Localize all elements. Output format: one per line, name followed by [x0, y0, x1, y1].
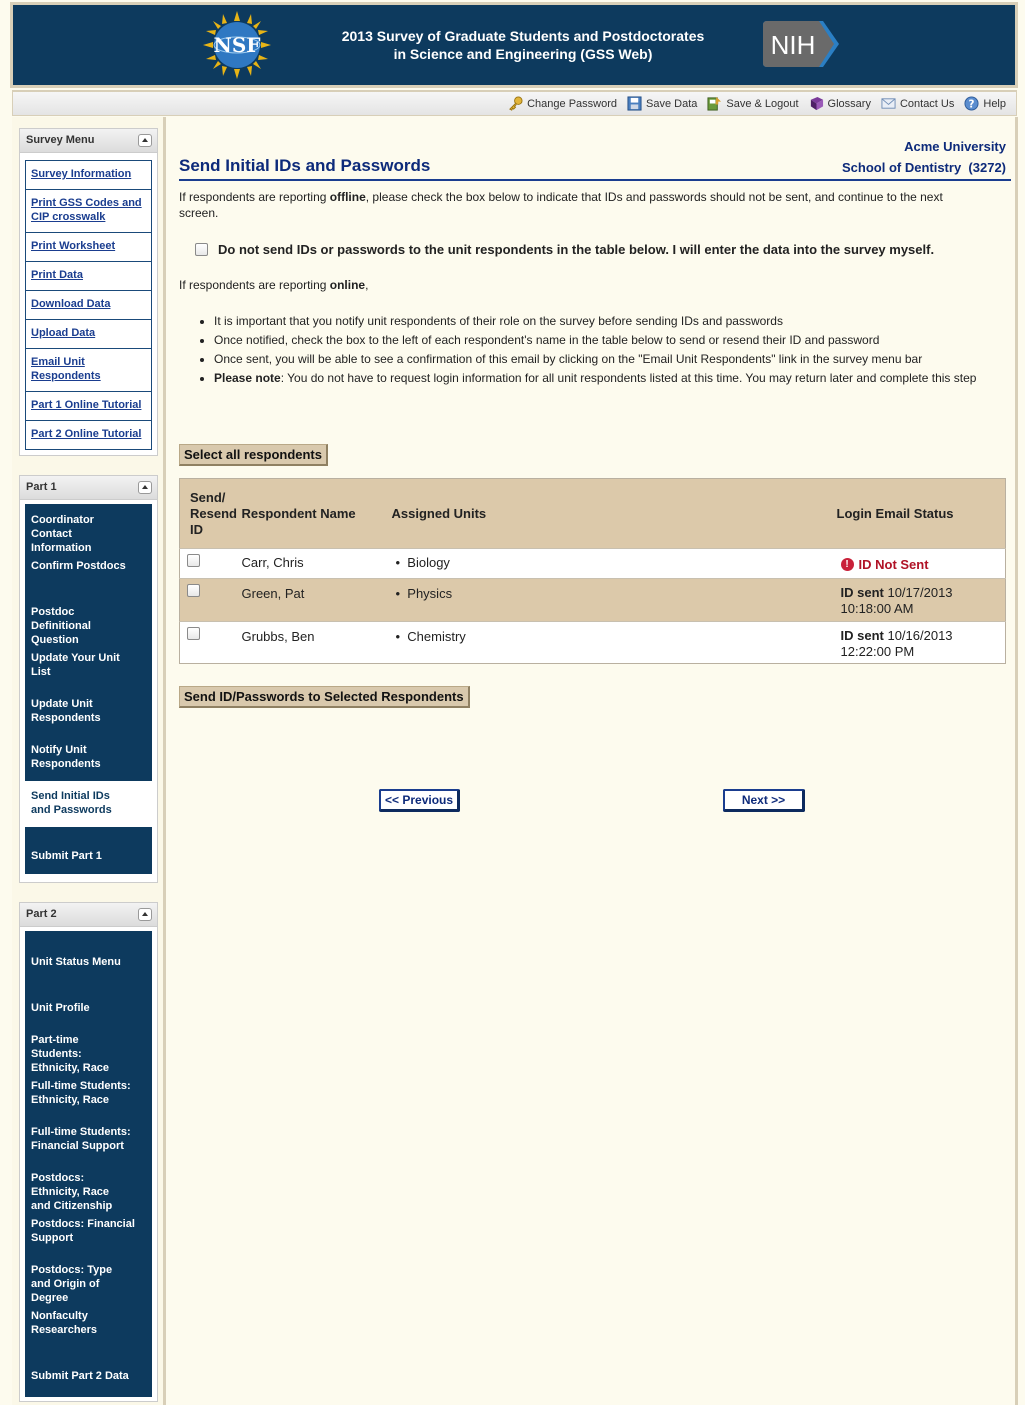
nav-fulltime-financial[interactable]: Full-time Students: Financial Support [31, 1126, 131, 1152]
assigned-unit: • Physics [392, 579, 837, 622]
nav-confirm-postdocs[interactable]: Confirm Postdocs [31, 560, 126, 572]
assigned-unit: • Chemistry [392, 622, 837, 664]
book-icon [809, 96, 824, 111]
glossary-link[interactable]: Glossary [809, 96, 871, 111]
do-not-send-label: Do not send IDs or passwords to the unit respondents in the table below. I will enter the data into the survey myself. [218, 242, 935, 257]
survey-menu-header: Survey Menu [20, 129, 157, 153]
list-item: • It is important that you notify unit respondents of their role on the survey before sending IDs and passwords [214, 313, 979, 329]
table-row [180, 549, 1006, 579]
survey-menu-panel [19, 128, 158, 456]
org-name: Acme University [904, 139, 1006, 154]
survey-information-link[interactable]: Survey Information [25, 160, 152, 190]
assigned-unit: • Biology [392, 549, 837, 579]
do-not-send-checkbox[interactable] [195, 243, 208, 256]
nav-update-unit-list[interactable]: Update Your Unit List [31, 652, 120, 678]
instruction-list [199, 313, 979, 389]
svg-text:?: ? [968, 98, 975, 111]
print-data-link[interactable]: Print Data [25, 261, 152, 291]
table-header-row [180, 479, 1006, 549]
online-instructions: If respondents are reporting online, [179, 278, 369, 292]
save-icon [627, 96, 642, 111]
list-item: • Once notified, check the box to the left of each respondent's name in the table below to send or resend their ID and password [214, 332, 979, 348]
table-row [180, 579, 1006, 622]
print-gss-codes-link[interactable]: Print GSS Codes and CIP crosswalk [25, 189, 152, 233]
part2-tutorial-link[interactable]: Part 2 Online Tutorial [25, 420, 152, 450]
nsf-logo [203, 11, 271, 79]
part1-panel [19, 475, 158, 883]
nav-postdocs-ethnicity[interactable]: Postdocs: Ethnicity, Race and Citizenship [31, 1172, 113, 1212]
save-logout-link[interactable]: Save & Logout [707, 96, 798, 111]
part2-panel [19, 902, 158, 1402]
col-assigned-units: Assigned Units [392, 479, 837, 549]
survey-title: 2013 Survey of Graduate Students and Postdoctorates in Science and Engineering (GSS Web) [341, 28, 705, 62]
nav-send-initial-ids[interactable]: Send Initial IDs and Passwords [25, 781, 152, 827]
nav-unit-status-menu[interactable]: Unit Status Menu [31, 956, 121, 968]
title-divider [179, 179, 1011, 181]
row-checkbox-carr[interactable] [187, 554, 200, 567]
nav-coordinator-contact[interactable]: Coordinator Contact Information [31, 514, 94, 554]
list-item: • Once sent, you will be able to see a confirmation of this email by clicking on the "Email Unit Respondents" link in the survey menu bar [214, 351, 979, 367]
part1-tutorial-link[interactable]: Part 1 Online Tutorial [25, 391, 152, 421]
row-checkbox-grubbs[interactable] [187, 627, 200, 640]
nav-nonfaculty-researchers[interactable]: Nonfaculty Researchers [31, 1310, 98, 1336]
alert-icon: ! [841, 558, 854, 571]
nav-submit-part2[interactable]: Submit Part 2 Data [31, 1370, 129, 1382]
help-link[interactable]: ? Help [964, 96, 1006, 111]
download-data-link[interactable]: Download Data [25, 290, 152, 320]
upload-data-link[interactable]: Upload Data [25, 319, 152, 349]
row-checkbox-green[interactable] [187, 584, 200, 597]
col-send-resend: Send/ Resend ID [180, 479, 242, 549]
respondent-name: Green, Pat [242, 579, 392, 622]
collapse-part1-button[interactable] [138, 481, 152, 494]
svg-text:NIH: NIH [770, 30, 816, 60]
nav-notify-unit-respondents[interactable]: Notify Unit Respondents [31, 744, 101, 770]
svg-text:NSF: NSF [213, 33, 261, 57]
nav-parttime-ethnicity[interactable]: Part-time Students: Ethnicity, Race [31, 1034, 110, 1074]
help-icon [964, 96, 979, 111]
send-passwords-button[interactable]: Send ID/Passwords to Selected Respondents [179, 686, 470, 708]
nav-submit-part1[interactable]: Submit Part 1 [31, 850, 102, 862]
key-icon [508, 96, 523, 111]
table-row [180, 622, 1006, 664]
login-status: ID sent 10/16/2013 12:22:00 PM [837, 622, 1006, 664]
change-password-link[interactable]: Change Password [508, 96, 617, 111]
col-login-status: Login Email Status [837, 479, 1006, 549]
toolbar [12, 90, 1017, 116]
part2-nav [25, 931, 152, 1397]
col-respondent-name: Respondent Name [242, 479, 392, 549]
collapse-part2-button[interactable] [138, 908, 152, 921]
offline-instructions: If respondents are reporting offline, please check the box below to indicate that IDs and passwords should not be sent, and continue to the next screen. [179, 190, 943, 220]
part1-header: Part 1 [20, 476, 157, 500]
nih-logo [761, 19, 841, 69]
part2-header: Part 2 [20, 903, 157, 927]
email-unit-respondents-link[interactable]: Email Unit Respondents [25, 348, 152, 392]
contact-us-link[interactable]: Contact Us [881, 96, 954, 111]
print-worksheet-link[interactable]: Print Worksheet [25, 232, 152, 262]
respondent-name: Carr, Chris [242, 549, 392, 579]
nav-fulltime-ethnicity[interactable]: Full-time Students: Ethnicity, Race [31, 1080, 131, 1106]
previous-button[interactable]: << Previous [379, 789, 460, 812]
respondents-table [179, 478, 1006, 664]
nav-unit-profile[interactable]: Unit Profile [31, 1002, 90, 1014]
nav-postdocs-degree[interactable]: Postdocs: Type and Origin of Degree [31, 1264, 113, 1304]
status-badge: ! ID Not Sent [837, 555, 1006, 572]
org-unit: School of Dentistry (3272) [842, 160, 1006, 175]
page-title: Send Initial IDs and Passwords [179, 156, 431, 175]
select-all-button[interactable]: Select all respondents [179, 444, 328, 466]
next-button[interactable]: Next >> [723, 789, 805, 812]
collapse-survey-menu-button[interactable] [138, 134, 152, 147]
do-not-send-row [195, 242, 934, 257]
login-status: ID sent 10/17/2013 10:18:00 AM [837, 579, 1006, 622]
save-data-link[interactable]: Save Data [627, 96, 697, 111]
nav-update-unit-respondents[interactable]: Update Unit Respondents [31, 698, 101, 724]
nav-postdocs-financial[interactable]: Postdocs: Financial Support [31, 1218, 135, 1244]
logout-icon [707, 96, 722, 111]
organization-info [842, 136, 1006, 178]
respondent-name: Grubbs, Ben [242, 622, 392, 664]
nav-postdoc-definitional[interactable]: Postdoc Definitional Question [31, 606, 91, 646]
part1-nav [25, 504, 152, 874]
mail-icon [881, 96, 896, 111]
header-banner [10, 2, 1018, 88]
list-item: • Please note: You do not have to request login information for all unit respondents listed at this time. You may return later and complete this step [214, 370, 979, 386]
